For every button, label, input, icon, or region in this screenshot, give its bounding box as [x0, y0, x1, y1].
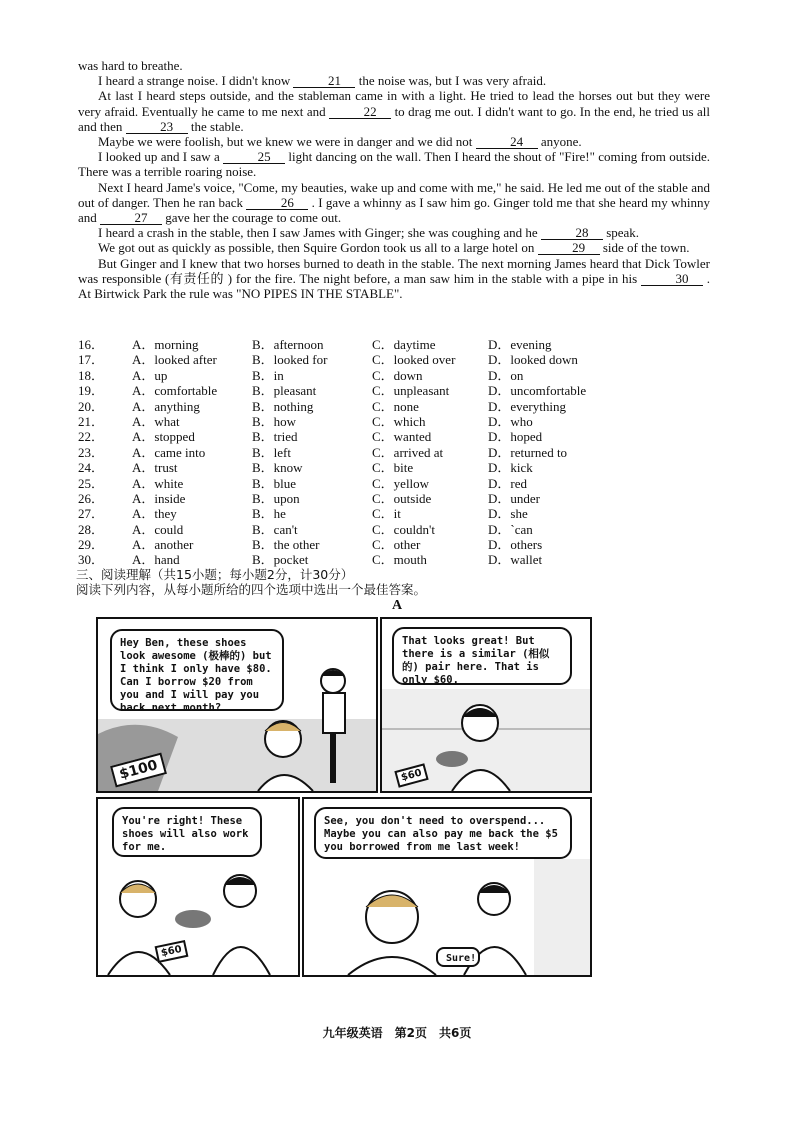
option-d[interactable]: D．uncomfortable — [488, 383, 587, 399]
option-a[interactable]: A．could — [132, 521, 184, 537]
option-row — [78, 337, 718, 352]
blank-29[interactable]: 29 — [538, 241, 600, 255]
option-row — [78, 537, 718, 552]
blank-25[interactable]: 25 — [223, 150, 285, 164]
passage-paragraph: At last I heard steps outside, and the stableman came in with a light. He tried to lead the horses out but they were very afraid. Eventually he came to me next and 22 to drag me out. I didn't want to go. In the end, he tried us all and then 23 the stable. — [78, 88, 711, 134]
option-a[interactable]: A．morning — [132, 337, 199, 352]
option-a[interactable]: A．comfortable — [132, 383, 218, 399]
question-number: 27． — [78, 506, 105, 522]
option-c[interactable]: C．which — [372, 413, 426, 429]
option-row — [78, 414, 718, 429]
option-c[interactable]: C．other — [372, 537, 421, 553]
option-row — [78, 383, 718, 398]
option-a[interactable]: A．another — [132, 537, 194, 553]
option-a[interactable]: A．they — [132, 506, 177, 522]
comic-panel-4 — [302, 797, 592, 977]
option-a[interactable]: A．white — [132, 475, 184, 491]
question-number: 23． — [78, 444, 105, 460]
option-c[interactable]: C．mouth — [372, 552, 427, 568]
passage-paragraph: I heard a strange noise. I didn't know 21 the noise was, but I was very afraid. — [98, 73, 547, 89]
option-c[interactable]: C．it — [372, 506, 401, 522]
passage-paragraph: I looked up and I saw a 25 light dancing on the wall. Then I heard the shout of "Fire!" coming from outside. There was a terrible roaring noise. — [78, 149, 710, 180]
option-c[interactable]: C．looked over — [372, 352, 456, 368]
option-a[interactable]: A．what — [132, 413, 180, 429]
option-a[interactable]: A．stopped — [132, 429, 195, 445]
option-d[interactable]: D．wallet — [488, 552, 543, 568]
option-a[interactable]: A．trust — [132, 460, 178, 476]
option-a[interactable]: A．came into — [132, 444, 206, 460]
option-row — [78, 399, 718, 414]
option-b[interactable]: B．the other — [252, 537, 320, 553]
option-row — [78, 476, 718, 491]
passage-letter: A — [391, 598, 403, 613]
option-row — [78, 506, 718, 521]
option-row — [78, 522, 718, 537]
question-number: 28． — [78, 521, 105, 537]
passage-paragraph: But Ginger and I knew that two horses burned to death in the stable. The next morning James heard that Dick Towler was responsible (有责任的 ) for the fire. The night before, a man saw him in the stable with a pipe in his 30 . At Birtwick Park the rule was "NO PIPES IN THE STABLE". — [78, 255, 711, 302]
blank-27[interactable]: 27 — [100, 211, 162, 225]
option-a[interactable]: A．hand — [132, 552, 180, 568]
option-a[interactable]: A．looked after — [132, 352, 217, 368]
option-c[interactable]: C．down — [372, 367, 423, 383]
question-number: 18． — [78, 367, 105, 383]
reply-bubble: Sure! — [436, 947, 480, 967]
option-c[interactable]: C．unpleasant — [372, 383, 450, 399]
price-tag: $60 — [394, 763, 428, 787]
option-b[interactable]: B．know — [252, 460, 303, 476]
price-tag: $60 — [155, 940, 189, 963]
speech-bubble: See, you don't need to overspend... Maybe you can also pay me back the $5 you borrowed from me last week! — [314, 807, 572, 859]
reading-section-header — [76, 567, 426, 597]
option-row — [78, 368, 718, 383]
option-d[interactable]: D．looked down — [488, 352, 578, 368]
option-d[interactable]: D．who — [488, 413, 533, 429]
option-b[interactable]: B．nothing — [252, 398, 314, 414]
section-heading: 三、阅读理解（共15小题；每小题2分，计30分） — [76, 567, 354, 582]
option-b[interactable]: B．how — [252, 413, 297, 429]
page-footer: 九年级英语 第2页 共6页 — [322, 1026, 472, 1040]
option-c[interactable]: C．outside — [372, 490, 432, 506]
blank-22[interactable]: 22 — [329, 105, 391, 119]
blank-30[interactable]: 30 — [641, 272, 703, 286]
comic-panel-2 — [380, 617, 592, 793]
option-c[interactable]: C．arrived at — [372, 444, 444, 460]
question-number: 22． — [78, 429, 105, 445]
speech-bubble: That looks great! But there is a similar (相似的) pair here. That is only $60. — [392, 627, 572, 685]
option-d[interactable]: D．returned to — [488, 444, 568, 460]
option-d[interactable]: D．under — [488, 490, 540, 506]
option-b[interactable]: B．afternoon — [252, 337, 324, 352]
section-instruction: 阅读下列内容，从每小题所给的四个选项中选出一个最佳答案。 — [76, 582, 427, 597]
passage-line: was hard to breathe. — [78, 58, 183, 73]
passage-paragraph: I heard a crash in the stable, then I saw James with Ginger; she was coughing and he 28 speak. — [98, 225, 640, 241]
option-d[interactable]: D．others — [488, 537, 543, 553]
option-d[interactable]: D．everything — [488, 398, 566, 414]
option-row — [78, 460, 718, 475]
option-c[interactable]: C．bite — [372, 460, 414, 476]
question-number: 24． — [78, 460, 105, 476]
option-b[interactable]: B．upon — [252, 490, 300, 506]
blank-24[interactable]: 24 — [476, 135, 538, 149]
comic-strip — [96, 617, 592, 973]
option-c[interactable]: C．yellow — [372, 475, 430, 491]
blank-21[interactable]: 21 — [293, 74, 355, 88]
option-row — [78, 491, 718, 506]
blank-26[interactable]: 26 — [246, 196, 308, 210]
option-b[interactable]: B．he — [252, 506, 286, 522]
option-b[interactable]: B．pleasant — [252, 383, 317, 399]
blank-23[interactable]: 23 — [126, 120, 188, 134]
question-number: 21． — [78, 413, 105, 429]
option-d[interactable]: D．red — [488, 475, 527, 491]
option-b[interactable]: B．can't — [252, 521, 298, 537]
passage-paragraph: Next I heard Jame's voice, "Come, my beauties, wake up and come with me," he said. He led me out of the stable and out of danger. Then he ran back 26 . I gave a whinny as I saw him go. Ginger told me that she heard my whinny and 27 gave her the courage to come out. — [78, 179, 711, 226]
price-tag: $100 — [110, 753, 167, 788]
question-number: 20． — [78, 398, 105, 414]
option-c[interactable]: C．wanted — [372, 429, 432, 445]
speech-bubble: You're right! These shoes will also work for me. — [112, 807, 262, 857]
comic-panel-3 — [96, 797, 300, 977]
option-c[interactable]: C．daytime — [372, 337, 436, 352]
question-number: 30． — [78, 552, 105, 568]
option-row — [78, 552, 718, 567]
option-c[interactable]: C．none — [372, 398, 419, 414]
option-b[interactable]: B．blue — [252, 475, 297, 491]
option-d[interactable]: D．kick — [488, 460, 533, 476]
speech-bubble: Hey Ben, these shoes look awesome (极棒的) but I think I only have $80. Can I borrow $20 from you and I will pay you back next month? — [110, 629, 284, 711]
cloze-passage — [78, 58, 710, 301]
option-a[interactable]: A．anything — [132, 398, 200, 414]
question-number: 17． — [78, 352, 105, 368]
blank-28[interactable]: 28 — [541, 226, 603, 240]
option-d[interactable]: D．`can — [488, 521, 533, 537]
passage-paragraph: We got out as quickly as possible, then Squire Gordon took us all to a large hotel on 29 side of the town. — [98, 240, 690, 256]
option-a[interactable]: A．up — [132, 367, 168, 383]
option-b[interactable]: B．in — [252, 367, 284, 383]
answer-options — [78, 337, 718, 568]
option-d[interactable]: D．on — [488, 367, 524, 383]
option-b[interactable]: B．pocket — [252, 552, 309, 568]
passage-paragraph: Maybe we were foolish, but we knew we were in danger and we did not 24 anyone. — [98, 134, 582, 150]
option-d[interactable]: D．hoped — [488, 429, 543, 445]
question-number: 26． — [78, 490, 105, 506]
option-row — [78, 352, 718, 367]
question-number: 19． — [78, 383, 105, 399]
comic-panel-1 — [96, 617, 378, 793]
question-number: 25． — [78, 475, 105, 491]
question-number: 16． — [78, 337, 105, 352]
option-row — [78, 445, 718, 460]
option-a[interactable]: A．inside — [132, 490, 186, 506]
option-b[interactable]: B．left — [252, 444, 291, 460]
option-row — [78, 429, 718, 444]
option-b[interactable]: B．looked for — [252, 352, 328, 368]
option-d[interactable]: D．evening — [488, 337, 552, 352]
question-number: 29． — [78, 537, 105, 553]
option-b[interactable]: B．tried — [252, 429, 298, 445]
option-d[interactable]: D．she — [488, 506, 528, 522]
option-c[interactable]: C．couldn't — [372, 521, 436, 537]
